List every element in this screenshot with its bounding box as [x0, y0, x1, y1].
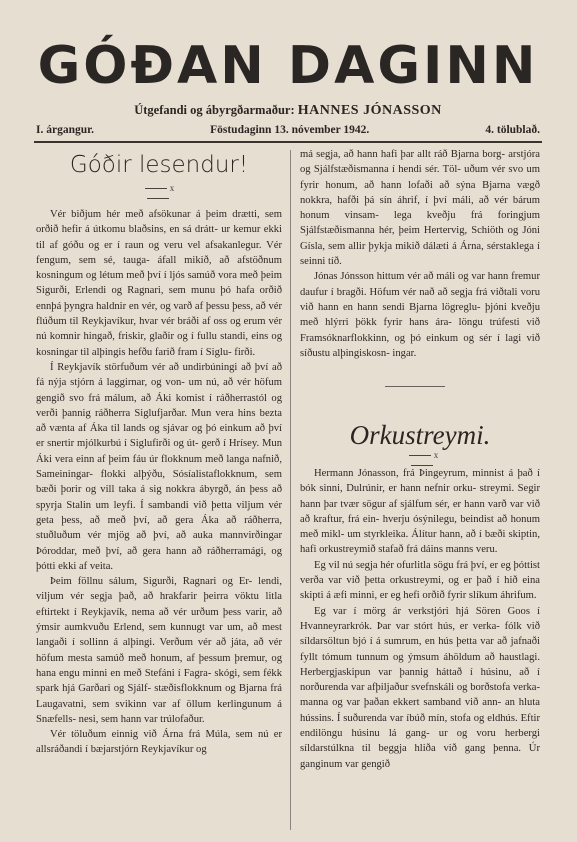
paragraph: má segja, að hann hafi þar allt ráð Bjarna borg- arstjóra og Sjálfstæðismanna í hendi sér. Töl- uðum vér svo um fyrir honum, að hann lofaði að sýna Bjarna vægð nokkra, hafði þá sín áhrif, í því máli, að vér bárum honum vinsam- lega kveðju frá foringjum Sjálfstæðismanna hér, þeim Hertervig, Schiöth og Jóni Gísla, sem allir þykja mikið dálæti á Árna, sérstaklega í seinni tíð. [300, 149, 540, 268]
issue-number: 4. tölublað. [485, 124, 540, 136]
publisher-line [34, 103, 542, 119]
issue-info [36, 124, 540, 136]
article-body-readers [36, 207, 282, 758]
masthead-title: GÓÐAN DAGINN [37, 36, 539, 96]
article-heading-readers: Góðir lesendur! [69, 152, 249, 178]
publisher-label: Útgefandi og ábyrgðarmaður: [134, 103, 295, 117]
paragraph: Hermann Jónasson, frá Þingeyrum, minnist á það í bók sinni, Dulrúnir, er hann nefnir orku- streymi. Segir hann þar tvær sögur af sjálfum sér, er hann varð var við að kraftur, frá ein- hverju ósýnilegu, beindist að honum með mikl- um styrkleika. Álítur hann, að í bæði skiptin, hafi orkustreymið stafað frá dáins manns veru. [300, 468, 540, 556]
paragraph: Þeim föllnu sálum, Sigurði, Ragnari og Er- lendi, viljum vér segja það, að hrakfarir þeirra vöktu litla eftirtekt í Reykjavík, nema að vér urðum þess varir, að ýmsir aumkvuðu Erlend, sem kunnugt var um, að mest langaði í sollinn á alþingi. Verðum vér að játa, að vér höfum mesta samúð með honum, af þessum þremur, og hana engu minni en með Stefáni í Fagra- skógi, sem fékk spark hjá Garðari og Sjálf- stæðisflokknum og Bjarna frá Laugavatni, sem svikinn var af öllum kerlingunum á Snæfells- nesi, sem hann var trúlofaður. [36, 576, 282, 725]
heading-ornament: x [392, 450, 452, 470]
issue-date: Föstudaginn 13. nóvember 1942. [210, 124, 370, 136]
paragraph: Vér biðjum hér með afsökunar á þeim drætti, sem orðið hefir á útkomu blaðsins, en sá drátt- ur kemur ekki til af góðu og er í raun og veru vel afsakanlegur. Vér fengum, sem sé, tauga- áfall mikið, að afstöðnum kosningum og létum með því í ljós samúð vora með þeim Sigurði, Erlendi og Ragnari, sem munu þó hafa orðið ennþá þyngra haldnir en vér, og varð af þessu þess, að vér flúðum til Reykjavíkur, hvar vér bráði af oss og erum vér nú komnir hingað, friskir, glaðir og í fullu standi, eins og kosningar til alþingis hefðu farið fram í Siglu- firði. [36, 209, 282, 358]
article-continuation [300, 147, 540, 361]
column-divider [290, 150, 291, 830]
heading-ornament: x [128, 183, 188, 203]
paragraph: Eg vil nú segja hér ofurlitla sögu frá því, er eg þóttist verða var við þetta orkustreymi, og er það í hið eina skipti á æfi minni, er eg hefi orðið fyrir slíkum áhrifum. [300, 559, 540, 602]
paragraph: Vér töluðum einnig við Árna frá Múla, sem nú er allsráðandi í bæjarstjórn Reykjavíkur og [36, 729, 282, 756]
article-heading-orkustreymi: Orkustreymi. [349, 420, 491, 450]
section-divider [385, 386, 445, 387]
paragraph: Jónas Jónsson hittum vér að máli og var hann fremur daufur í bragði. Höfum vér nað að segja frá viðtali voru við hann en hann sendi Bjarna lögreglu- þjóni kveðju með hlýrri þökk fyrir hans ára- löngu trúfesti við Framsóknarflokkinn, og þó einkum og sér í lagi við síðustu alþingiskosn- ingar. [300, 271, 540, 359]
masthead-rule [34, 141, 542, 143]
publisher-name: HANNES JÓNASSON [297, 103, 442, 118]
paragraph: Í Reykjavík störfuðum vér að undirbúningi að því að fá nýja stjórn á laggirnar, og von- um nú, að vér höfum gengið svo frá málum, að Áki komist í ráðherrastól og verði þannig ráðherra Siglufjarðar. Mun vera hins bezta að vænta af Áka til lands og sjávar og þó einkum að því er snertir mjólkurbú í Siglufirði og út- gerð í Hrísey. Mun Áki vera einn af þeim fáu úr flokknum með langa nafnið, Sameiningar- flokki alþýðu, Sósíalistaflokknum, sem bæði þorir og vill taka á sig nokkra ábyrgð, án þess að spyrja Stalin um leyfi. Í sambandi við þetta viljum vér geta þess, að með því, að gera Áka að ráðherra, stuðluðum vér mjög að því, að auka mannvirðingar Þóroddar, með því, að gera hann að ráðherramági, og þótti ekki af veita. [36, 361, 282, 572]
article-body-orkustreymi [300, 466, 540, 772]
issue-volume: I. árgangur. [36, 124, 95, 136]
paragraph: Eg var í mörg ár verkstjóri hjá Sören Goos í Hvanneyrarkrók. Þar var stórt hús, er verka- fólk við síldarsöltun bjó í á sumrum, en hús þetta var að jafnaði fyllt tómum tunnum og ýmsum áhöldum að haustlagi. Herbergjaskipun var þannig háttað í húsinu, að í norðurenda var afþiljaður svefnskáli og borðstofa verka- manna og var þaðan ekkert samband við ann- an hluta hússins. Í suðurenda var íbúð mín, stofa og eldhús. Eftir endilöngu húsinu lá gang- ur og voru herbergi síldarstúlkna til beggja hliða við gang þenna. Úr ganginum var gengið [300, 605, 540, 770]
